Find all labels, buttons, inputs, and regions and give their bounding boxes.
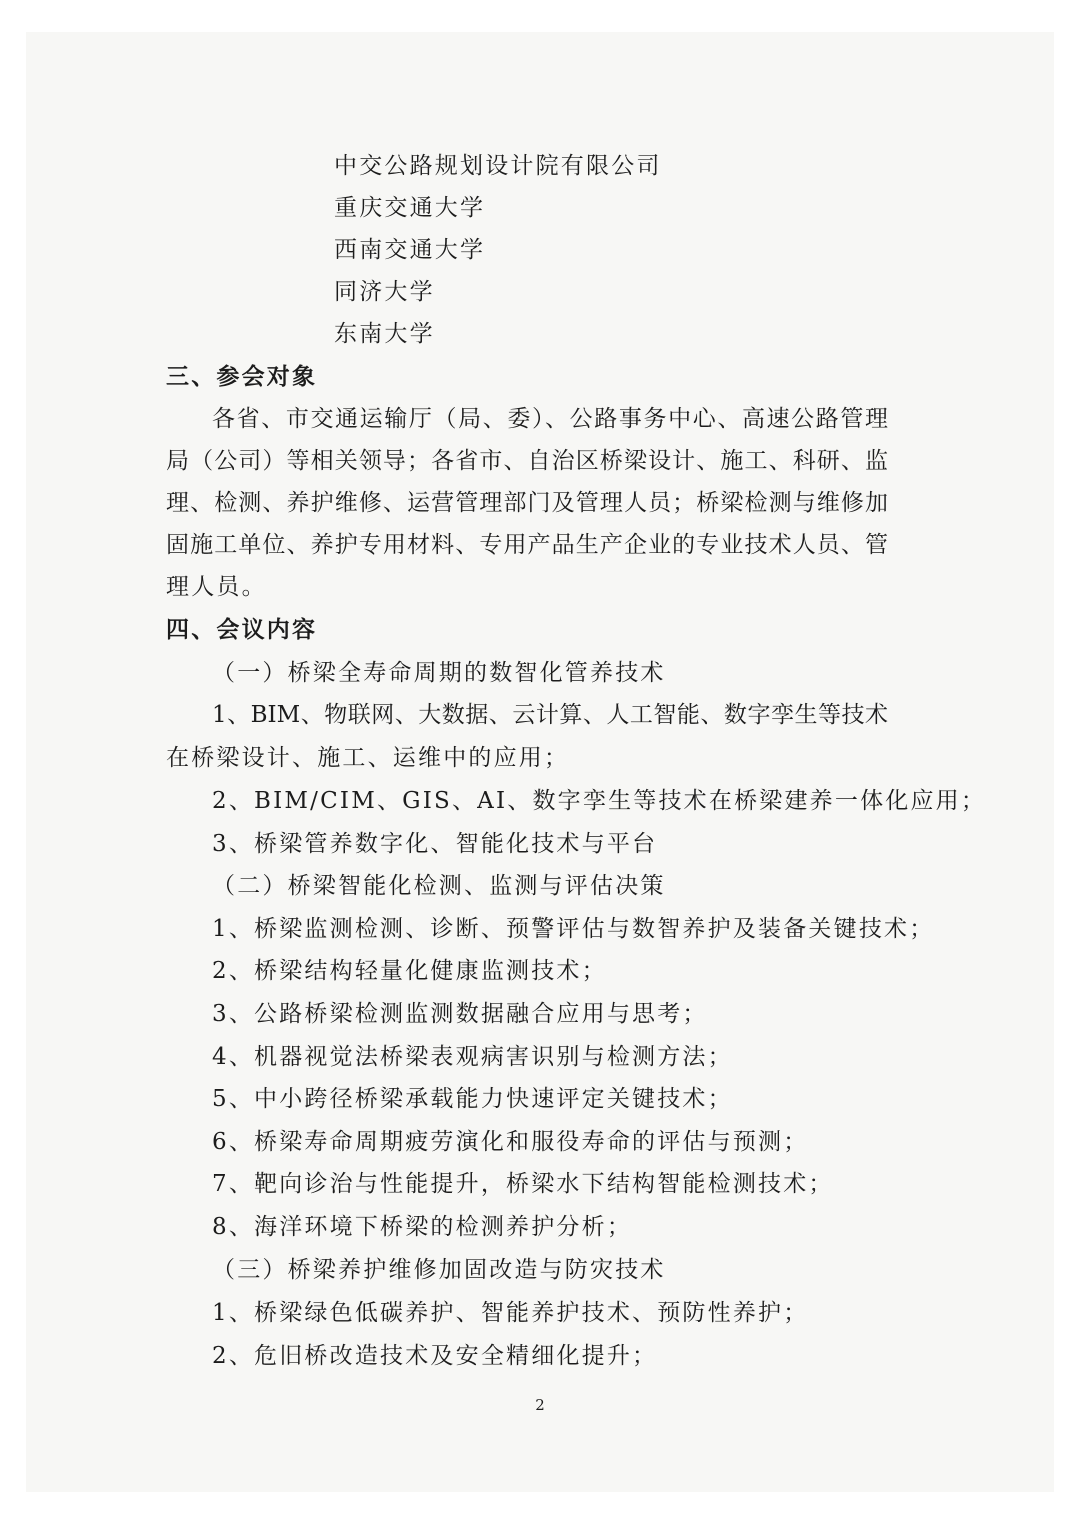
subsection-title: （三）桥梁养护维修加固改造与防灾技术 [212, 1257, 666, 1283]
list-item: 在桥梁设计、施工、运维中的应用； [166, 745, 570, 771]
subsection-title: （一）桥梁全寿命周期的数智化管养技术 [212, 660, 666, 686]
list-item: 1、桥梁监测检测、诊断、预警评估与数智养护及装备关键技术； [212, 916, 935, 942]
paragraph-line: 固施工单位、养护专用材料、专用产品生产企业的专业技术人员、管 [166, 532, 888, 558]
organizer-item: 东南大学 [334, 321, 435, 347]
organizer-item: 中交公路规划设计院有限公司 [334, 153, 662, 179]
section-heading: 四、会议内容 [166, 616, 318, 643]
list-item: 1、BIM、物联网、大数据、云计算、人工智能、数字孪生等技术 [212, 702, 888, 728]
paragraph-line: 各省、市交通运输厅（局、委）、公路事务中心、高速公路管理 [212, 406, 888, 432]
list-item: 2、桥梁结构轻量化健康监测技术； [212, 958, 607, 984]
list-item: 3、公路桥梁检测监测数据融合应用与思考； [212, 1001, 708, 1027]
page-number: 2 [535, 1396, 545, 1414]
organizer-item: 重庆交通大学 [334, 195, 486, 221]
list-item: 7、靶向诊治与性能提升，桥梁水下结构智能检测技术； [212, 1171, 834, 1197]
section-heading: 三、参会对象 [166, 363, 318, 390]
list-item: 2、危旧桥改造技术及安全精细化提升； [212, 1343, 658, 1369]
list-item: 3、桥梁管养数字化、智能化技术与平台 [212, 831, 658, 857]
subsection-title: （二）桥梁智能化检测、监测与评估决策 [212, 873, 666, 899]
list-item: 1、桥梁绿色低碳养护、智能养护技术、预防性养护； [212, 1300, 809, 1326]
organizer-item: 同济大学 [334, 279, 435, 305]
list-item: 8、海洋环境下桥梁的检测养护分析； [212, 1214, 633, 1240]
list-item: 2、BIM/CIM、GIS、AI、数字孪生等技术在桥梁建养一体化应用； [212, 788, 987, 814]
paragraph-line: 局（公司）等相关领导；各省市、自治区桥梁设计、施工、科研、监 [166, 448, 888, 474]
list-item: 5、中小跨径桥梁承载能力快速评定关键技术； [212, 1086, 733, 1112]
paragraph-line: 理人员。 [166, 574, 267, 600]
organizer-item: 西南交通大学 [334, 237, 486, 263]
list-item: 6、桥梁寿命周期疲劳演化和服役寿命的评估与预测； [212, 1129, 809, 1155]
paragraph-line: 理、检测、养护维修、运营管理部门及管理人员；桥梁检测与维修加 [166, 490, 888, 516]
list-item: 4、机器视觉法桥梁表观病害识别与检测方法； [212, 1044, 733, 1070]
